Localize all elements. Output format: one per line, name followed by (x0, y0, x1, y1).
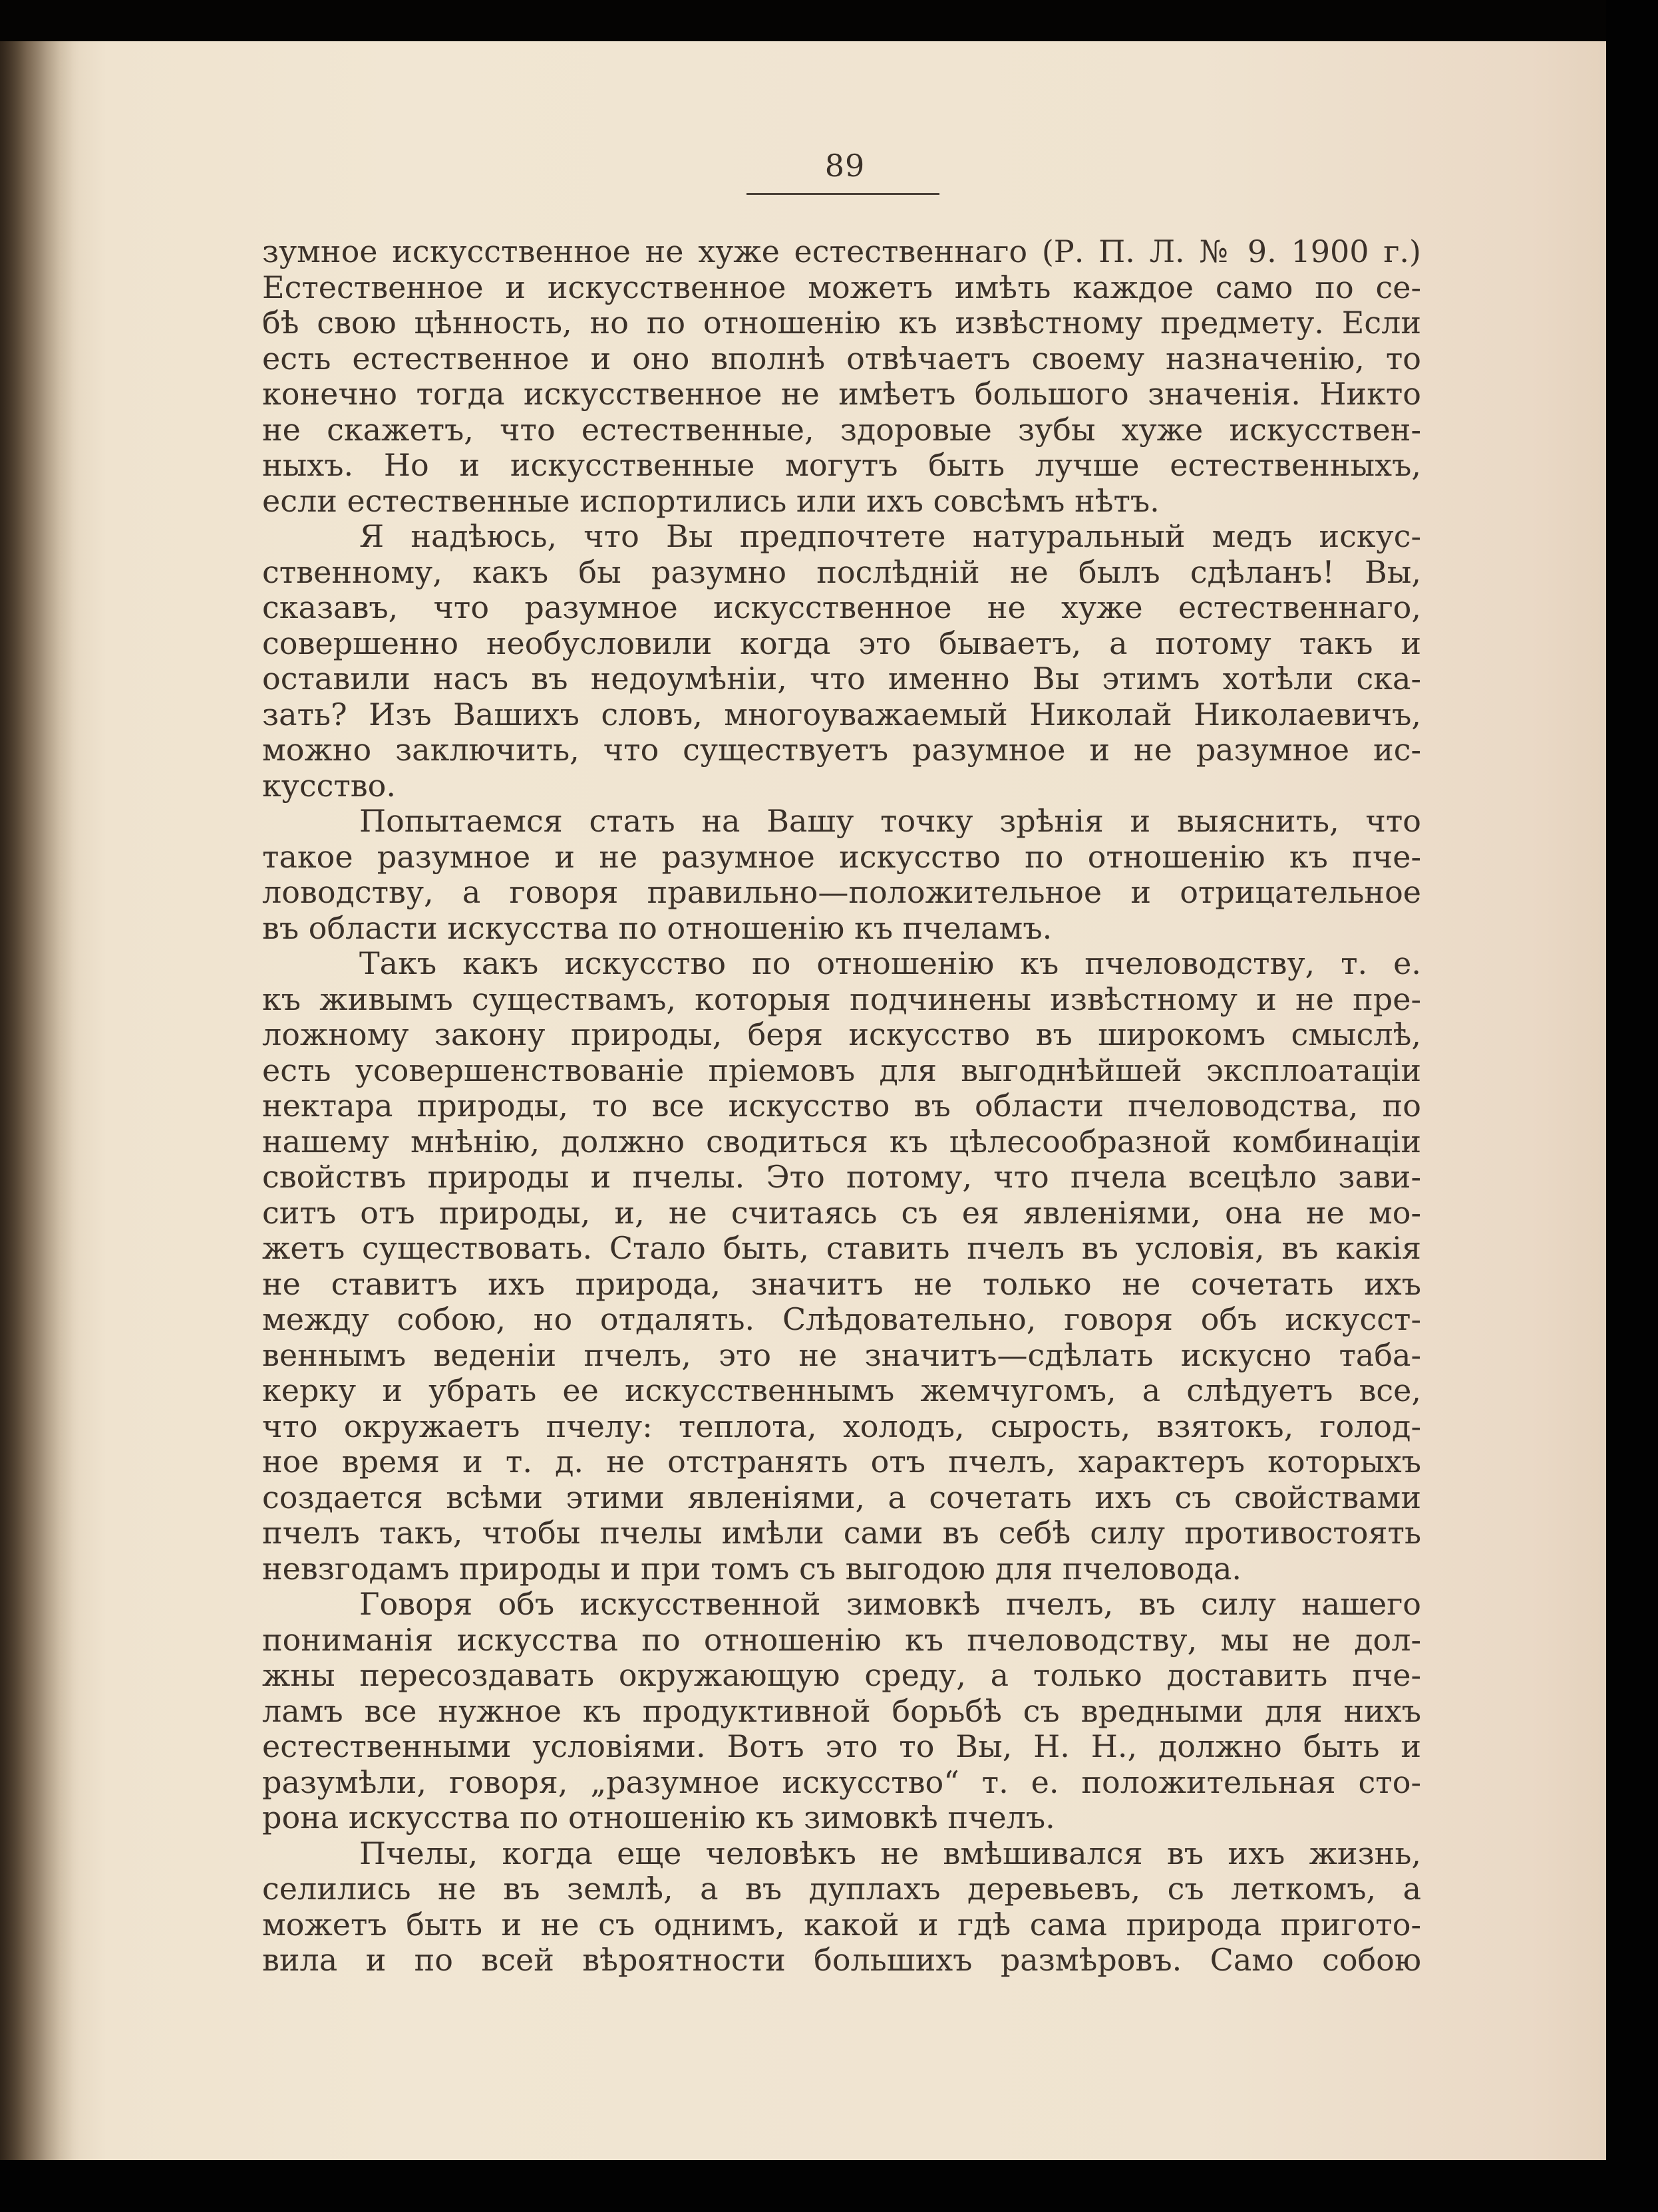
header-rule (746, 193, 939, 195)
text-line: разумѣли, говоря, „разумное искусство“ т. е. положительная сто- (262, 1764, 1421, 1800)
text-line: если естественные испортились или ихъ совсѣмъ нѣтъ. (262, 482, 1160, 519)
text-line: пониманія искусства по отношенію къ пчеловодству, мы не дол- (262, 1621, 1421, 1658)
text-line: невзгодамъ природы и при томъ съ выгодою для пчеловода. (262, 1550, 1242, 1587)
paragraph-4 (262, 946, 1421, 1587)
paragraph-6 (262, 1836, 1421, 1978)
paragraph-2 (262, 519, 1421, 804)
text-line: бѣ свою цѣнность, но по отношенію къ извѣстному предмету. Если (262, 305, 1421, 341)
text-line: рона искусства по отношенію къ зимовкѣ пчелъ. (262, 1800, 1055, 1835)
text-line: къ живымъ существамъ, которыя подчинены извѣстному и не пре- (262, 981, 1421, 1017)
text-line: создается всѣми этими явленіями, а сочетать ихъ съ свойствами (262, 1479, 1421, 1515)
text-line: конечно тогда искусственное не имѣетъ большого значенія. Никто (262, 376, 1421, 412)
text-line: вила и по всей вѣроятности большихъ размѣровъ. Само собою (262, 1942, 1421, 1978)
body-text (262, 234, 1421, 1978)
text-line: керку и убрать ее искусственнымъ жемчугомъ, а слѣдуетъ все, (262, 1372, 1421, 1408)
paragraph-5 (262, 1587, 1421, 1836)
text-line: ловодству, а говоря правильно—положительное и отрицательное (262, 874, 1421, 910)
text-line: ственному, какъ бы разумно послѣдній не былъ сдѣланъ! Вы, (262, 553, 1421, 590)
text-line: свойствъ природы и пчелы. Это потому, что пчела всецѣло зави- (262, 1159, 1421, 1195)
scan-border-bottom (0, 2160, 1658, 2212)
text-line: зумное искусственное не хуже естественнаго (Р. П. Л. № 9. 1900 г.) (262, 234, 1421, 269)
paragraph-3 (262, 804, 1421, 946)
text-line: можно заключить, что существуетъ разумное и не разумное ис- (262, 732, 1421, 768)
text-line: пчелъ такъ, чтобы пчелы имѣли сами въ себѣ силу противостоять (262, 1515, 1421, 1551)
text-line: ложному закону природы, беря искусство въ широкомъ смыслѣ, (262, 1017, 1421, 1052)
text-line: ситъ отъ природы, и, не считаясь съ ея явленіями, она не мо- (262, 1194, 1421, 1231)
text-line: ламъ все нужное къ продуктивной борьбѣ съ вредными для нихъ (262, 1692, 1421, 1729)
scan-border-top (0, 0, 1658, 41)
text-line: нектара природы, то все искусство въ области пчеловодства, по (262, 1088, 1421, 1124)
paragraph-1 (262, 234, 1421, 519)
text-line: Я надѣюсь, что Вы предпочтете натуральный медъ искус- (359, 518, 1421, 554)
text-line: Естественное и искусственное можетъ имѣть каждое само по се- (262, 269, 1421, 305)
text-line: можетъ быть и не съ однимъ, какой и гдѣ сама природа пригото- (262, 1906, 1421, 1943)
text-line: есть усовершенствованіе пріемовъ для выгоднѣйшей эксплоатаціи (262, 1052, 1421, 1088)
text-line: Попытаемся стать на Вашу точку зрѣнія и выяснить, что (359, 803, 1421, 839)
text-line: веннымъ веденіи пчелъ, это не значитъ—сдѣлать искусно таба- (262, 1337, 1421, 1373)
scan-border-right (1606, 0, 1658, 2212)
text-line: естественными условіями. Вотъ это то Вы, Н. Н., должно быть и (262, 1728, 1421, 1764)
text-line: сказавъ, что разумное искусственное не хуже естественнаго, (262, 589, 1421, 625)
book-spine-shadow (0, 41, 80, 2160)
text-line: есть естественное и оно вполнѣ отвѣчаетъ своему назначенію, то (262, 340, 1421, 377)
text-line: такое разумное и не разумное искусство по отношенію къ пче- (262, 838, 1421, 875)
text-line: Такъ какъ искусство по отношенію къ пчеловодству, т. е. (359, 945, 1421, 981)
text-line: не скажетъ, что естественные, здоровые зубы хуже искусствен- (262, 411, 1421, 448)
text-line: селились не въ землѣ, а въ дуплахъ деревьевъ, съ леткомъ, а (262, 1871, 1421, 1907)
text-line: Говоря объ искусственной зимовкѣ пчелъ, въ силу нашего (359, 1586, 1421, 1622)
text-line: ное время и т. д. не отстранять отъ пчелъ, характеръ которыхъ (262, 1444, 1421, 1480)
text-line: что окружаетъ пчелу: теплота, холодъ, сырость, взятокъ, голод- (262, 1408, 1421, 1444)
text-line: кусство. (262, 767, 397, 804)
text-line: Пчелы, когда еще человѣкъ не вмѣшивался въ ихъ жизнь, (359, 1835, 1421, 1871)
text-line: ныхъ. Но и искусственные могутъ быть лучше естественныхъ, (262, 447, 1421, 483)
text-line: жетъ существовать. Стало быть, ставить пчелъ въ условія, въ какія (262, 1230, 1421, 1266)
page-number: 89 (824, 148, 866, 184)
text-line: нашему мнѣнію, должно сводиться къ цѣлесообразной комбинаціи (262, 1123, 1421, 1160)
text-line: въ области искусства по отношенію къ пчеламъ. (262, 909, 1053, 946)
text-line: совершенно необусловили когда это бываетъ, а потому такъ и (262, 625, 1421, 661)
text-line: между собою, но отдалять. Слѣдовательно, говоря объ искусст- (262, 1301, 1421, 1337)
text-line: зать? Изъ Вашихъ словъ, многоуважаемый Николай Николаевичъ, (262, 696, 1421, 732)
text-line: жны пересоздавать окружающую среду, а только доставить пче- (262, 1657, 1421, 1693)
text-line: не ставитъ ихъ природа, значитъ не только не сочетать ихъ (262, 1265, 1421, 1302)
text-line: оставили насъ въ недоумѣніи, что именно Вы этимъ хотѣли ска- (262, 661, 1421, 697)
